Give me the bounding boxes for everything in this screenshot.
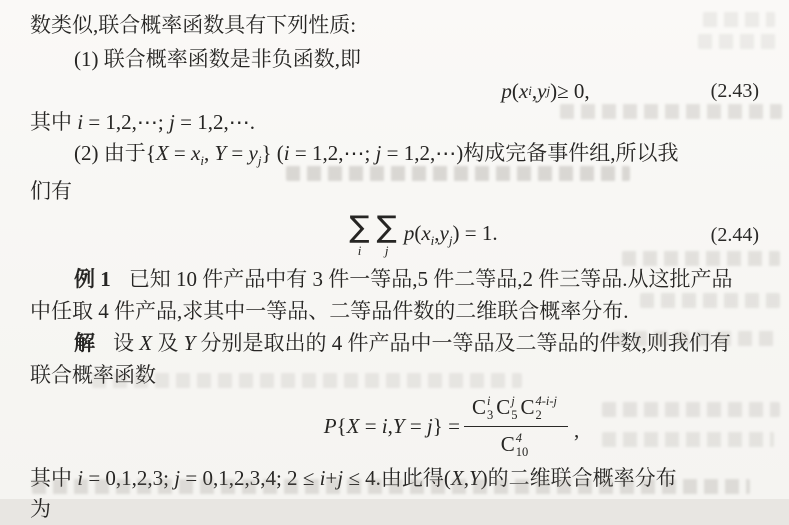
binomial-c5-j: C j 5: [496, 393, 518, 422]
where-line-1: 其中 i = 1,2,⋯; j = 1,2,⋯.: [30, 110, 255, 134]
formula-lhs: P{X = i,Y = j} =: [323, 413, 460, 438]
sum-body: $p(x_i,y_j) = 1$.: [403, 221, 498, 248]
fraction-numerator: [464, 394, 568, 426]
solution-line-2: 联合概率函数: [30, 363, 156, 387]
formula-trailing-comma: ,: [574, 417, 580, 442]
equation-number-2-44: (2.44): [710, 223, 759, 246]
sum-over-j: ∑ j: [376, 210, 397, 258]
example-1-line-2: 中任取 4 件产品,求其中一等品、二等品件数的二维联合概率分布.: [30, 299, 629, 323]
binomial-c2-4-i-j: C 4-i-j 2: [520, 393, 558, 422]
intro-text: 数类似,联合概率函数具有下列性质:: [30, 13, 357, 37]
property-1-text: (1) 联合概率函数是非负函数,即: [74, 47, 361, 71]
where-line-2: 其中 i = 0,1,2,3; j = 0,1,2,3,4; 2 ≤ i+j ≤ 4.由此得(X,Y)的二维联合概率分布: [30, 466, 677, 490]
property-2-line: (2) 由于{$X = x_i$, $Y = y_j$} (i = 1,2,⋯; j = 1,2,⋯)构成完备事件组,所以我: [74, 141, 679, 168]
solution-line-1: 解 设 X 及 Y 分别是取出的 4 件产品中一等品及二等品的件数,则我们有: [74, 331, 731, 355]
paragraph-intro: [30, 10, 761, 41]
equation-2-43: p ( x i , y j ) ≥ 0,: [501, 78, 590, 103]
sum-over-i: ∑ i: [349, 210, 370, 258]
equation-2-43-row: [30, 75, 761, 107]
equation-2-44: [349, 210, 498, 258]
binomial-c3-i: C i 3: [471, 393, 494, 422]
equation-number-2-43: (2.43): [710, 79, 759, 102]
solution-label: 解: [74, 331, 95, 355]
wei-line: 为: [30, 497, 51, 521]
joint-probability-formula-row: [30, 393, 761, 459]
combination-fraction: [464, 394, 568, 459]
property-2-continuation: 们有: [30, 179, 72, 203]
example-1-label: 例 1: [74, 267, 111, 291]
fraction-denominator: [464, 426, 568, 459]
joint-probability-formula: [324, 394, 580, 459]
property-1-line: [30, 44, 761, 75]
equation-2-44-row: [30, 207, 761, 263]
example-1-line-1: 例 1 已知 10 件产品中有 3 件一等品,5 件二等品,2 件三等品.从这批产品: [74, 267, 733, 291]
binomial-c10-4: C 4 10: [500, 430, 529, 459]
